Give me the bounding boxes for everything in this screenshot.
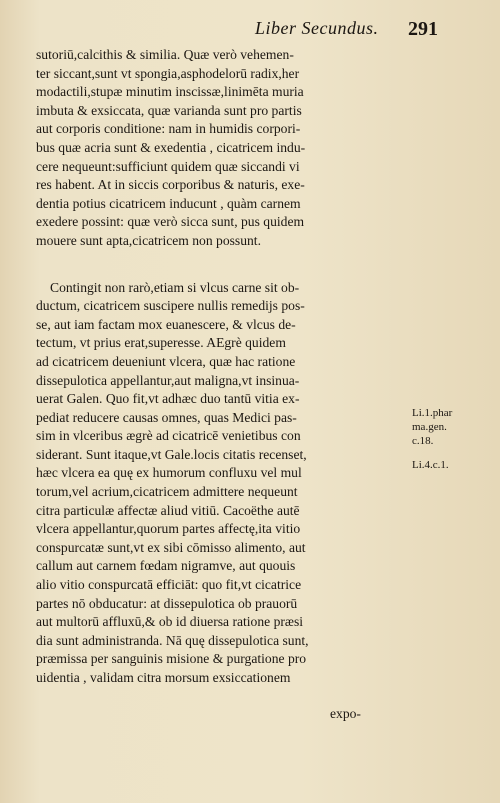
- text-line: Contingit non rarò,etiam si vlcus carne sit ob-: [50, 279, 300, 295]
- text-line: præmissa per sanguinis misione & purgatione pro: [36, 651, 307, 667]
- text-line: vlcera appellantur,quorum partes affectę,ita vitio: [36, 521, 301, 537]
- text-line: uidentia , validam citra morsum exsiccationem: [36, 670, 291, 685]
- text-line: dissepulotica appellantur,aut maligna,vt insinua-: [36, 372, 300, 388]
- text-line: conspurcatæ sunt,vt ex sibi cōmisso alimento, aut: [36, 539, 306, 555]
- text-line: aut multorū affluxū,& ob id diuersa ratione præsi: [36, 614, 304, 630]
- text-line: cere nequeunt:sufficiunt quidem quæ siccandi vi: [36, 158, 300, 174]
- margin-note-line: c.18.: [412, 435, 434, 447]
- margin-note-line: ma.gen.: [412, 421, 447, 433]
- catchword: expo-: [330, 706, 361, 721]
- text-line: uerat Galen. Quo fit,vt adhæc duo tantū vitia ex-: [36, 391, 300, 407]
- text-line: callum aut carnem fœdam nigramve, aut quouis: [36, 558, 296, 574]
- text-line: ad cicatricem deueniunt vlcera, quæ hac ratione: [36, 353, 296, 369]
- paragraph-gap: [36, 251, 404, 279]
- text-line: tectum, vt prius erat,superesse. AEgrè quidem: [36, 335, 286, 351]
- text-line: torum,vel acrium,cicatricem admittere nequeunt: [36, 484, 298, 500]
- text-line: siderant. Sunt itaque,vt Gale.locis citatis recenset,: [36, 446, 307, 462]
- margin-note-1: [412, 406, 452, 448]
- text-line: sutoriū,calcithis & similia. Quæ verò vehemen-: [36, 47, 294, 62]
- paragraph-2: [36, 279, 404, 688]
- text-line: sim in vlceribus ægrè ad cicatricē venietibus con: [36, 428, 301, 444]
- text-line: hæc vlcera ea quę ex humorum confluxu vel mul: [36, 465, 302, 481]
- text-line: citra particulæ affectæ aliud vitiū. Cacoëthe autē: [36, 502, 300, 518]
- text-line: dentia potius cicatricem inducunt , quàm carnem: [36, 195, 301, 211]
- text-line: ductum, cicatricem suscipere nullis remedijs pos-: [36, 298, 305, 314]
- text-line: ter siccant,sunt vt spongia,asphodelorū radix,her: [36, 65, 300, 81]
- text-line: se, aut iam factam mox euanescere, & vlcus de-: [36, 316, 296, 332]
- paragraph-1: [36, 46, 404, 251]
- text-line: bus quæ acria sunt & exedentia , cicatricem indu-: [36, 139, 306, 155]
- text-line: modactili,stupæ minutim inscissæ,linimēta muria: [36, 84, 304, 100]
- text-line: alio vitio conspurcatā efficiāt: quo fit,vt cicatrice: [36, 577, 302, 593]
- text-line: mouere sunt apta,cicatricem non possunt.: [36, 232, 261, 248]
- margin-note-2: Li.4.c.1.: [412, 459, 449, 471]
- text-line: exedere possint: quæ verò sicca sunt, pus quidem: [36, 214, 305, 230]
- text-line: imbuta & exsiccata, quæ varianda sunt pro partis: [36, 102, 302, 118]
- text-line: pediat reducere causas omnes, quas Medici pas-: [36, 409, 297, 425]
- margin-note-line: Li.1.phar: [412, 407, 453, 419]
- text-line: dia sunt administranda. Nā quę dissepulotica sunt,: [36, 632, 309, 648]
- text-block: [36, 46, 404, 688]
- page-number: 291: [408, 18, 438, 40]
- text-line: res habent. At in siccis corporibus & naturis, exe-: [36, 177, 305, 193]
- running-title: Liber Secundus.: [255, 18, 379, 38]
- text-line: aut corporis conditione: nam in humidis corpori-: [36, 121, 301, 137]
- text-line: partes nō obducatur: at dissepulotica ob prauorū: [36, 595, 298, 611]
